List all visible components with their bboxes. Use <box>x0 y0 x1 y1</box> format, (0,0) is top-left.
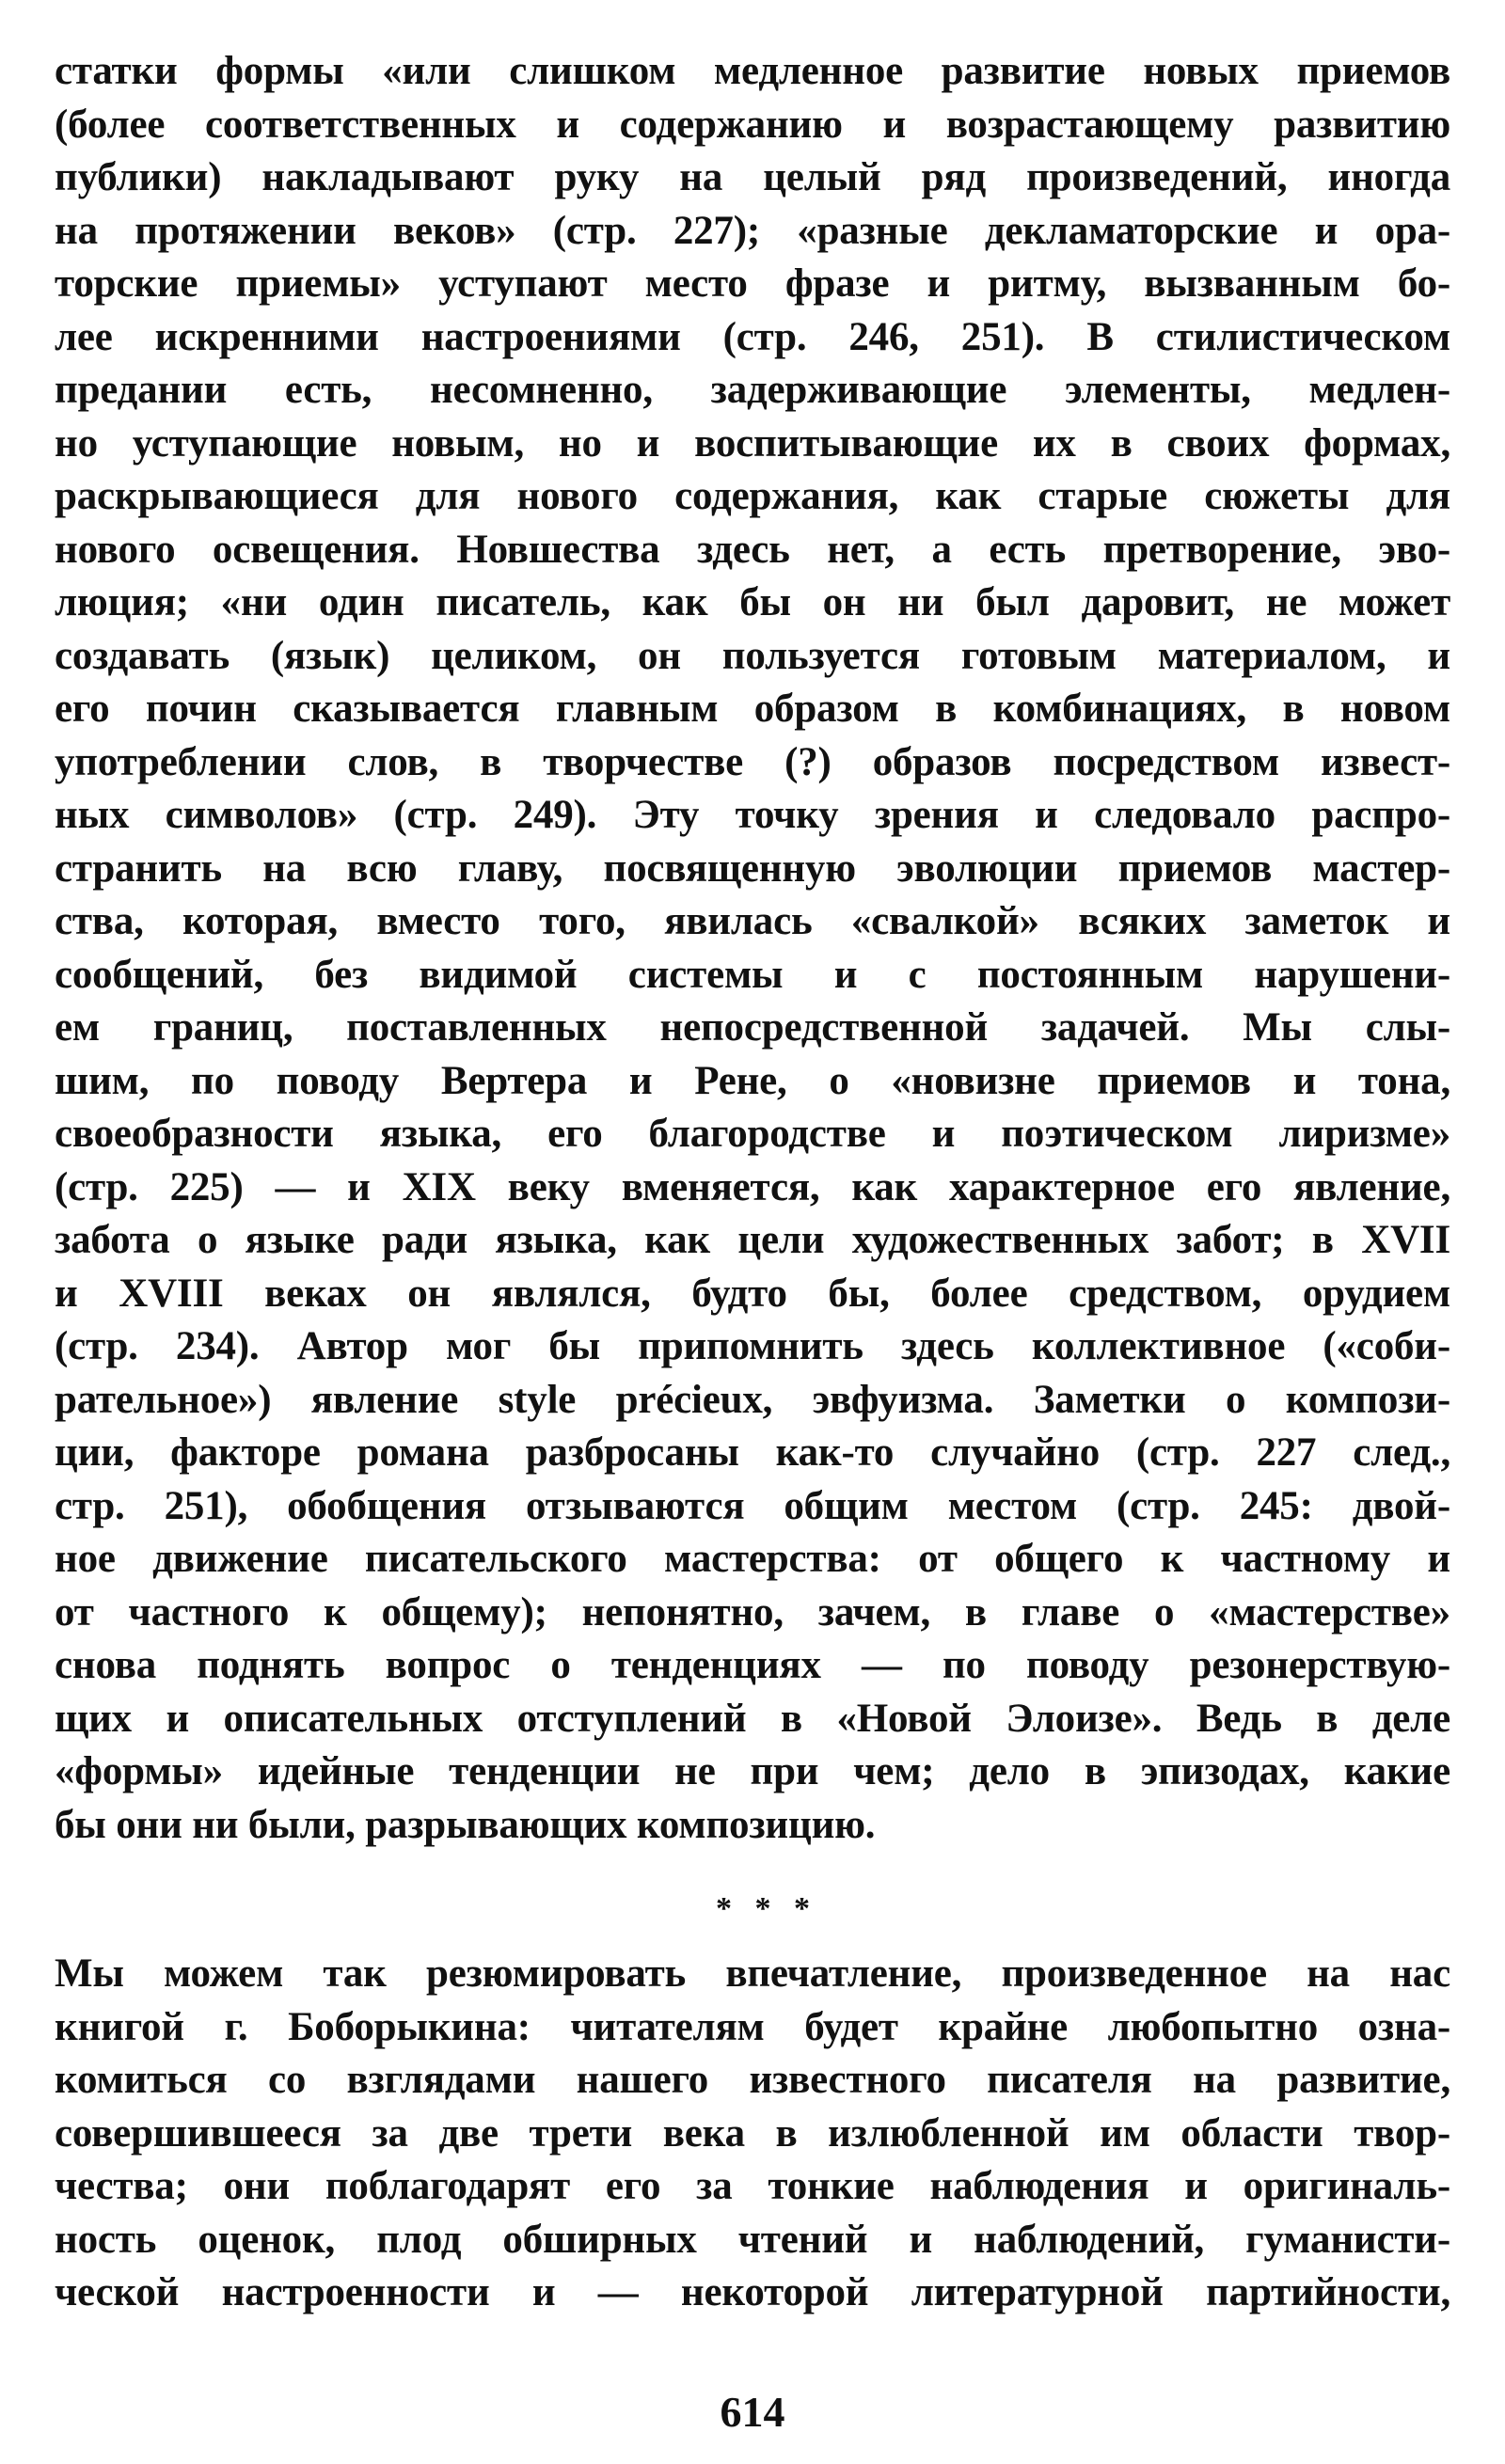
paragraph-2 <box>55 1948 1450 2320</box>
text-line: публики) накладывают руку на целый ряд произведений, иногда <box>55 155 1450 199</box>
text-line: от частного к общему); непонятно, зачем, в главе о «мастерстве» <box>55 1589 1450 1635</box>
text-line: нового освещения. Новшества здесь нет, а есть претворение, эво- <box>55 527 1450 572</box>
text-line: странить на всю главу, посвященную эволюции приемов мастер- <box>55 845 1450 891</box>
text-line: (стр. 225) — и XIX веку вменяется, как характерное его явление, <box>55 1164 1450 1209</box>
section-separator: * * * <box>716 1891 817 1926</box>
text-line: ных символов» (стр. 249). Эту точку зрения и следовало распро- <box>55 793 1450 837</box>
text-line: лее искренними настроениями (стр. 246, 251). В стилистическом <box>55 314 1450 359</box>
text-line: сообщений, без видимой системы и с постоянным нарушени- <box>55 952 1450 997</box>
text-line: бы они ни были, разрывающих композицию. <box>55 1802 876 1847</box>
text-line: (стр. 234). Автор мог бы припомнить здесь коллективное («соби- <box>55 1324 1450 1368</box>
text-line: ное движение писательского мастерства: от общего к частному и <box>55 1537 1450 1581</box>
text-line: щих и описательных отступлений в «Новой Элоизе». Ведь в деле <box>55 1696 1450 1741</box>
text-line: шим, по поводу Вертера и Рене, о «новизне приемов и тона, <box>55 1058 1450 1103</box>
page-number: 614 <box>720 2388 785 2436</box>
text-line: но уступающие новым, но и воспитывающие их в своих формах, <box>55 420 1450 466</box>
text-line: чества; они поблагодарят его за тонкие наблюдения и оригиналь- <box>55 2164 1450 2208</box>
text-line: (более соответственных и содержанию и возрастающему развитию <box>55 102 1450 147</box>
text-line: стр. 251), обобщения отзываются общим местом (стр. 245: двой- <box>55 1483 1450 1528</box>
text-line: создавать (язык) целиком, он пользуется готовым материалом, и <box>55 633 1450 678</box>
paragraph-1 <box>55 45 1450 1852</box>
text-line: книгой г. Боборыкина: читателям будет крайне любопытно озна- <box>55 2004 1450 2049</box>
text-line: комиться со взглядами нашего известного писателя на развитие, <box>55 2058 1450 2102</box>
text-line: «формы» идейные тенденции не при чем; дело в эпизодах, какие <box>55 1749 1450 1793</box>
text-line: торские приемы» уступают место фразе и ритму, вызванным бо- <box>55 261 1450 306</box>
text-line: употреблении слов, в творчестве (?) образов посредством извест- <box>55 739 1450 784</box>
text-line: люция; «ни один писатель, как бы он ни был даровит, не может <box>55 580 1450 624</box>
text-line: забота о языке ради языка, как цели художественных забот; в XVII <box>55 1218 1450 1262</box>
text-line: своеобразности языка, его благородстве и поэтическом лиризме» <box>55 1112 1450 1156</box>
text-line: рательное») явление style précieux, эвфуизма. Заметки о компози- <box>55 1377 1450 1422</box>
text-line: ность оценок, плод обширных чтений и наблюдений, гуманисти- <box>55 2217 1450 2262</box>
text-line: и XVIII веках он являлся, будто бы, более средством, орудием <box>55 1271 1450 1316</box>
text-line: раскрывающиеся для нового содержания, как старые сюжеты для <box>55 474 1450 518</box>
text-line: его почин сказывается главным образом в комбинациях, в новом <box>55 687 1450 731</box>
text-line: ства, которая, вместо того, явилась «свалкой» всяких заметок и <box>55 899 1450 943</box>
page-body <box>55 45 1450 2320</box>
text-line: ции, факторе романа разбросаны как-то случайно (стр. 227 след., <box>55 1430 1450 1475</box>
text-line: статки формы «или слишком медленное развитие новых приемов <box>55 49 1450 93</box>
text-line: на протяжении веков» (стр. 227); «разные декламаторские и ора- <box>55 208 1450 253</box>
text-line: совершившееся за две трети века в излюбленной им области твор- <box>55 2110 1450 2156</box>
text-line: снова поднять вопрос о тенденциях — по поводу резонерствую- <box>55 1643 1450 1687</box>
text-line: ем границ, поставленных непосредственной задачей. Мы слы- <box>55 1005 1450 1050</box>
text-line: Мы можем так резюмировать впечатление, произведенное на нас <box>55 1951 1450 1996</box>
text-line: ческой настроенности и — некоторой литературной партийности, <box>55 2270 1450 2314</box>
text-line: предании есть, несомненно, задерживающие элементы, медлен- <box>55 368 1450 412</box>
